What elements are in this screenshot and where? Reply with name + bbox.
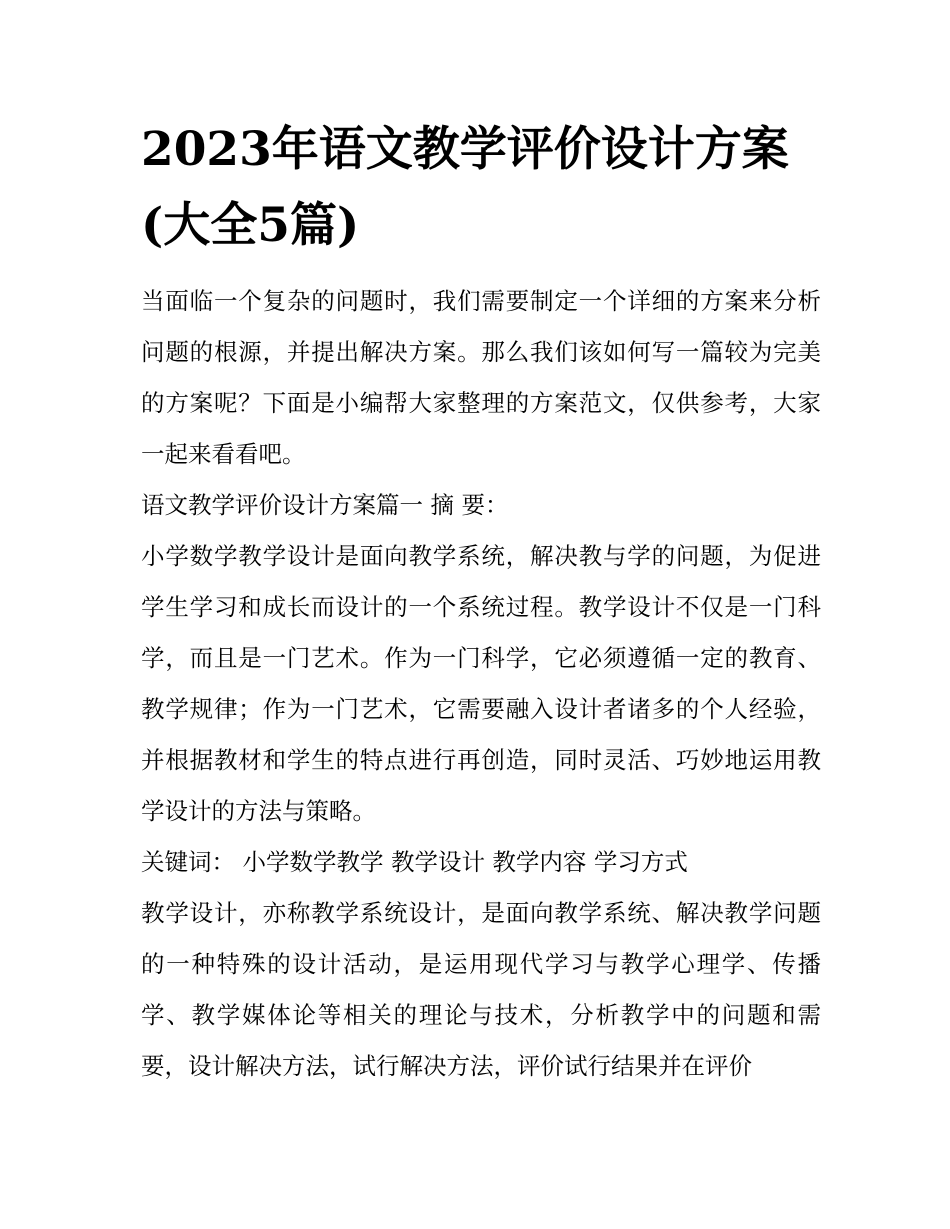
body-paragraph: 教学设计，亦称教学系统设计，是面向教学系统、解决教学问题的一种特殊的设计活动，是运用现代学习与教学心理学、传播学、教学媒体论等相关的理论与技术，分析教学中的问题和需要，设计解决方法，试行解决方法，评价试行结果并在评价 (141, 899, 821, 1080)
document-title: 2023年语文教学评价设计方案(大全5篇) (141, 122, 789, 253)
keywords-label: 关键词： (141, 848, 235, 876)
keywords-list: 小学数学教学 教学设计 教学内容 学习方式 (235, 848, 688, 876)
document-content (141, 112, 821, 1092)
intro-paragraph: 当面临一个复杂的问题时，我们需要制定一个详细的方案来分析问题的根源，并提出解决方案。那么我们该如何写一篇较为完美的方案呢？下面是小编帮大家整理的方案范文，仅供参考，大家一起来看看吧。 (141, 287, 821, 468)
abstract-paragraph: 小学数学教学设计是面向教学系统，解决教与学的问题，为促进学生学习和成长而设计的一个系统过程。教学设计不仅是一门科学，而且是一门艺术。作为一门科学，它必须遵循一定的教育、教学规律；作为一门艺术，它需要融入设计者诸多的个人经验，并根据教材和学生的特点进行再创造，同时灵活、巧妙地运用教学设计的方法与策略。 (141, 542, 821, 825)
section-heading: 语文教学评价设计方案篇一 摘 要： (141, 491, 509, 519)
keywords-line (141, 837, 821, 888)
